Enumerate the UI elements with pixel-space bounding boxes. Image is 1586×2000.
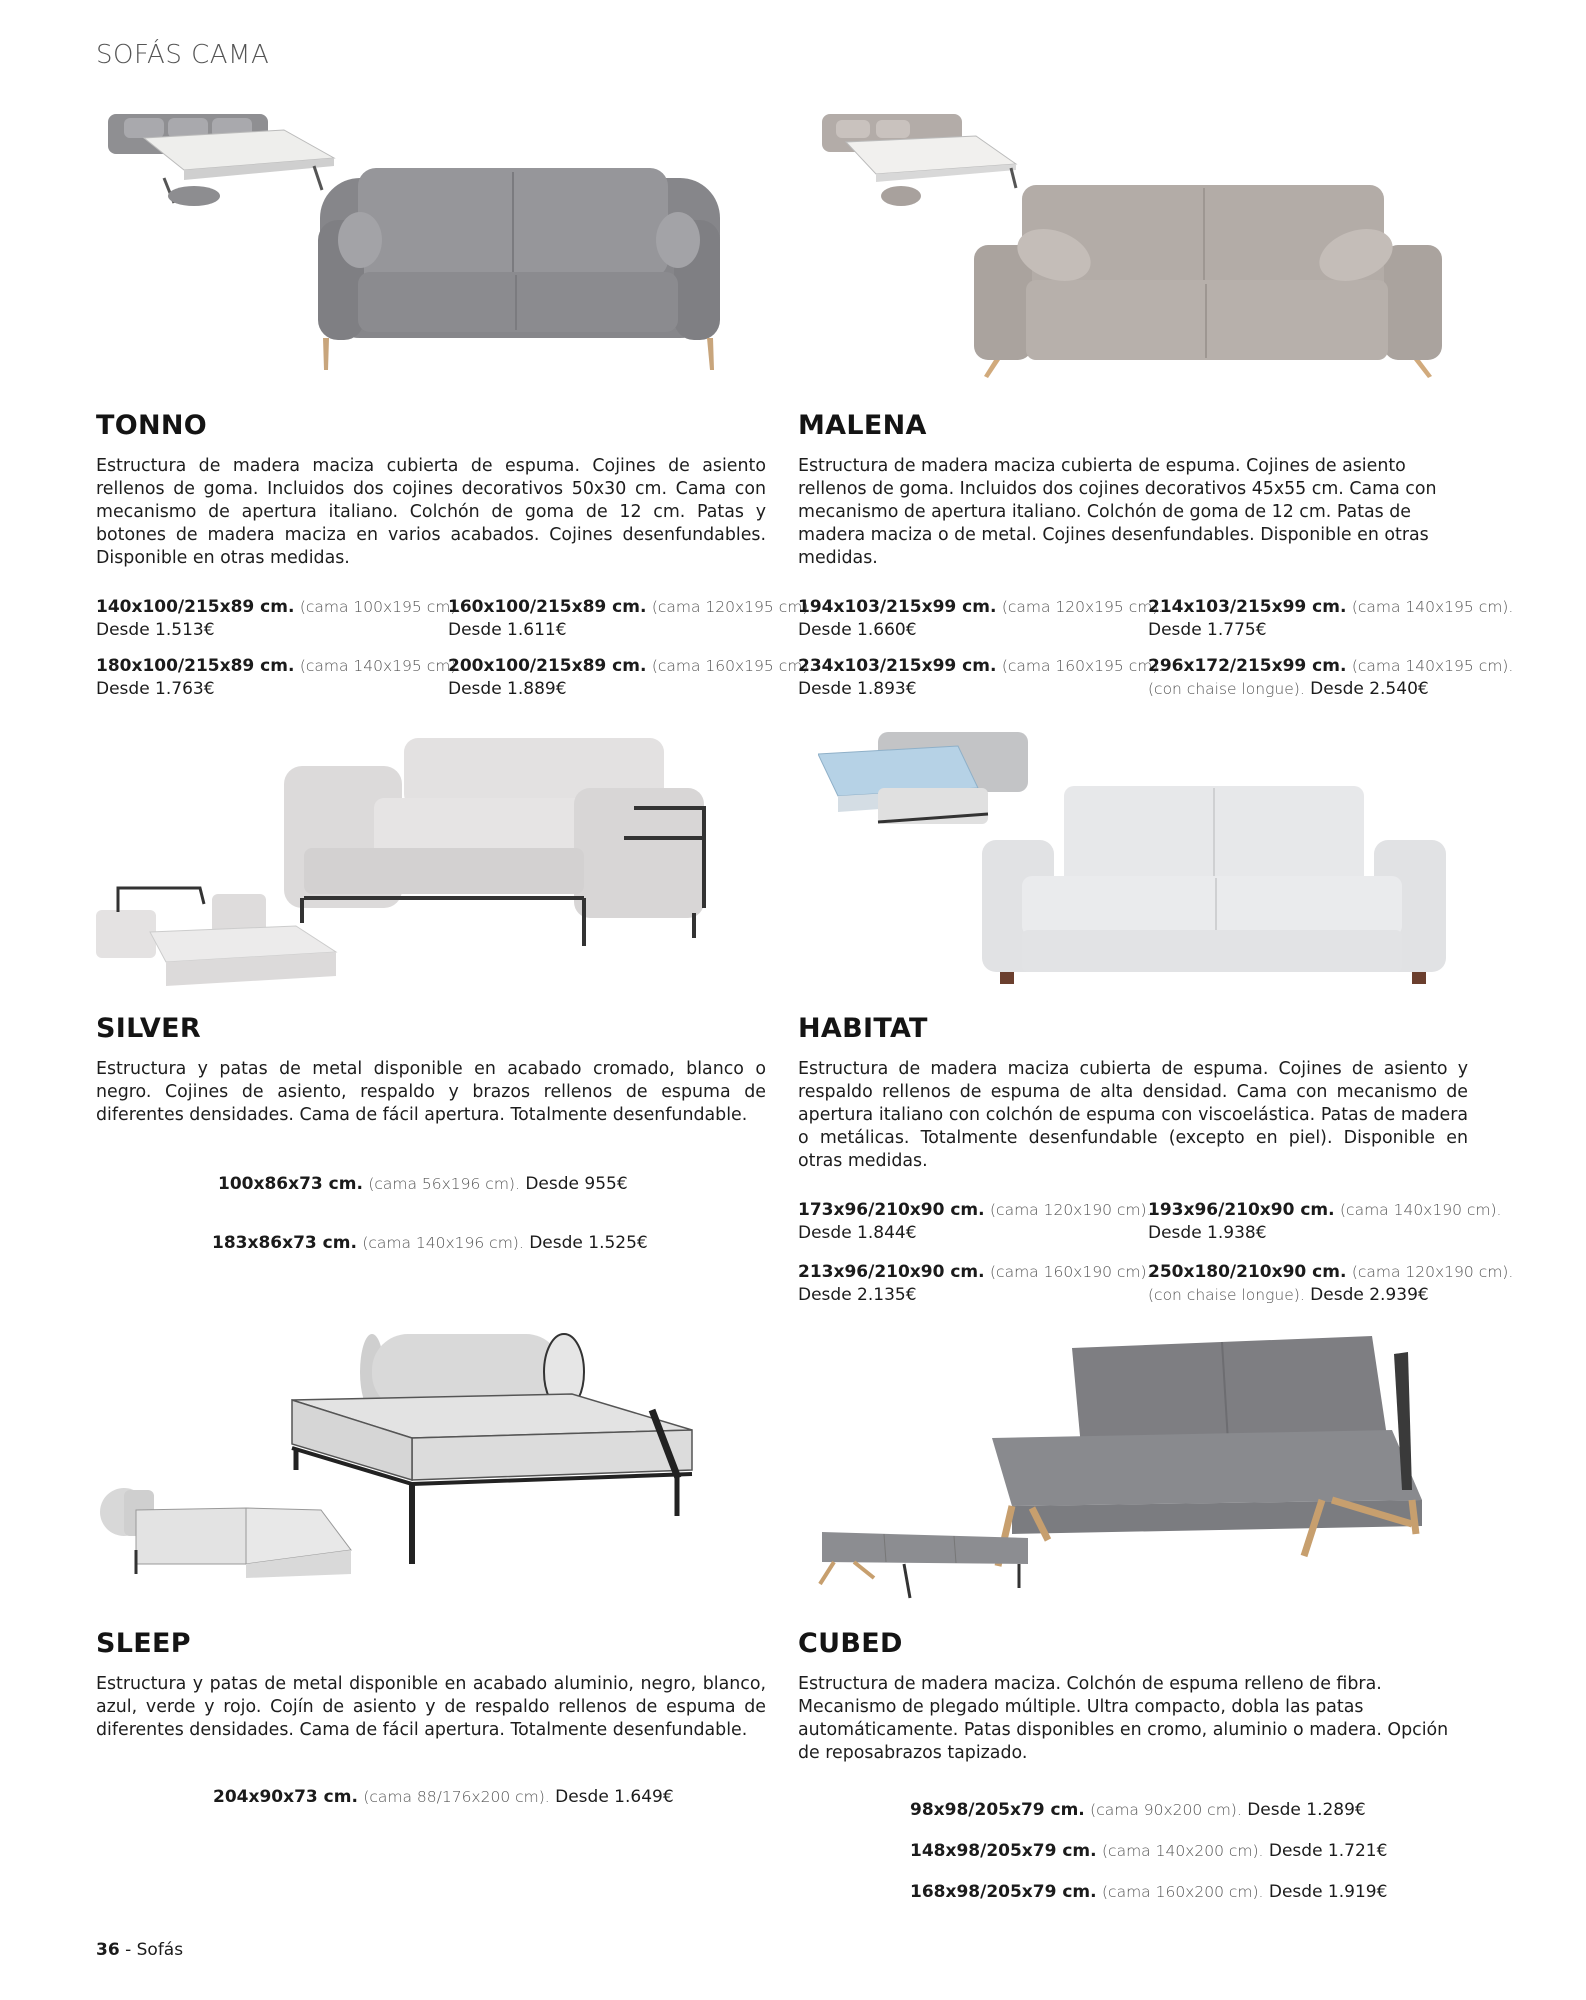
cubed-bed-image bbox=[814, 1528, 1034, 1600]
size-option: 214x103/215x99 cm. (cama 140x195 cm). Desde 1.775€ bbox=[1148, 597, 1514, 640]
product-description: Estructura de madera maciza. Colchón de espuma relleno de fibra. Mecanismo de plegado múltiple. Ultra compacto, dobla las patas automáticamente. Patas disponibles en cromo, aluminio o madera. Opción de reposabrazos tapizado. bbox=[798, 1674, 1449, 1763]
silver-sofa-image bbox=[284, 738, 724, 948]
size-list bbox=[96, 596, 814, 706]
size-option: 173x96/210x90 cm. (cama 120x190 cm). Desde 1.844€ bbox=[798, 1200, 1152, 1243]
product-sleep bbox=[96, 1628, 766, 1896]
size-option: 234x103/215x99 cm. (cama 160x195 cm). Desde 1.893€ bbox=[798, 656, 1164, 699]
product-cubed bbox=[798, 1628, 1468, 1909]
product-tonno bbox=[96, 410, 814, 706]
footer-separator: - bbox=[119, 1940, 137, 1960]
product-description: Estructura de madera maciza cubierta de espuma. Cojines de asiento rellenos de goma. Incluidos dos cojines decorativos 45x55 cm. Cama con mecanismo de apertura italiano. Colchón de goma de 12 cm. Patas de madera maciza o de metal. Cojines desenfundables. Disponible en otras medidas. bbox=[798, 456, 1437, 568]
product-title: HABITAT bbox=[798, 1013, 928, 1044]
product-malena bbox=[798, 410, 1514, 706]
size-option: 148x98/205x79 cm. (cama 140x200 cm). Desde 1.721€ bbox=[910, 1841, 1388, 1861]
size-option: 168x98/205x79 cm. (cama 160x200 cm). Desde 1.919€ bbox=[910, 1882, 1388, 1902]
product-description: Estructura de madera maciza cubierta de espuma. Cojines de asiento rellenos de goma. Incluidos dos cojines decorativos 50x30 cm. Cama con mecanismo de apertura italiano. Colchón de goma de 12 cm. Patas y botones de madera maciza en varios acabados. Cojines desenfundables. Disponible en otras medidas. bbox=[96, 456, 766, 568]
size-option: 194x103/215x99 cm. (cama 120x195 cm). Desde 1.660€ bbox=[798, 597, 1164, 640]
size-option: 160x100/215x89 cm. (cama 120x195 cm). Desde 1.611€ bbox=[448, 597, 814, 640]
page-footer bbox=[96, 1940, 183, 1960]
size-list bbox=[96, 1173, 766, 1283]
product-description: Estructura de madera maciza cubierta de espuma. Cojines de asiento y respaldo rellenos de espuma de alta densidad. Cama con mecanismo de apertura italiano con colchón de espuma con viscoelástica. Patas de madera o metálicas. Totalmente desenfundable (excepto en piel). Disponible en otras medidas. bbox=[798, 1059, 1468, 1171]
cubed-sofa-image bbox=[992, 1330, 1432, 1570]
product-title: MALENA bbox=[798, 410, 927, 441]
habitat-sofa-image bbox=[982, 780, 1452, 990]
size-option: 296x172/215x99 cm. (cama 140x195 cm). (con chaise longue). Desde 2.540€ bbox=[1148, 656, 1514, 699]
product-title: TONNO bbox=[96, 410, 208, 441]
sleep-bed-image bbox=[96, 1480, 356, 1580]
footer-section: Sofás bbox=[136, 1940, 184, 1960]
size-option: 98x98/205x79 cm. (cama 90x200 cm). Desde 1.289€ bbox=[910, 1800, 1366, 1820]
size-option: 200x100/215x89 cm. (cama 160x195 cm). Desde 1.889€ bbox=[448, 656, 814, 699]
product-title: SLEEP bbox=[96, 1628, 191, 1659]
product-title: CUBED bbox=[798, 1628, 903, 1659]
section-title: SOFÁS CAMA bbox=[96, 40, 270, 70]
page-number: 36 bbox=[96, 1940, 120, 1960]
malena-sofa-image bbox=[974, 180, 1444, 380]
product-description: Estructura y patas de metal disponible en acabado cromado, blanco o negro. Cojines de asiento, respaldo y brazos rellenos de espuma de diferentes densidades. Cama de fácil apertura. Totalmente desenfundable. bbox=[96, 1059, 766, 1125]
size-list bbox=[798, 596, 1514, 706]
size-option: 250x180/210x90 cm. (cama 120x190 cm). (con chaise longue). Desde 2.939€ bbox=[1148, 1262, 1514, 1305]
tonno-sofa-image bbox=[298, 160, 738, 375]
size-option: 100x86x73 cm. (cama 56x196 cm). Desde 955€ bbox=[218, 1174, 628, 1194]
silver-bed-image bbox=[96, 882, 341, 987]
size-option: 193x96/210x90 cm. (cama 140x190 cm). Desde 1.938€ bbox=[1148, 1200, 1502, 1243]
product-description: Estructura y patas de metal disponible en acabado aluminio, negro, blanco, azul, verde y rojo. Cojín de asiento y de respaldo rellenos de espuma de diferentes densidades. Cama de fácil apertura. Totalmente desenfundable. bbox=[96, 1674, 766, 1740]
size-option: 213x96/210x90 cm. (cama 160x190 cm). Desde 2.135€ bbox=[798, 1262, 1152, 1305]
product-title: SILVER bbox=[96, 1013, 201, 1044]
size-list bbox=[798, 1799, 1468, 1909]
size-option: 204x90x73 cm. (cama 88/176x200 cm). Desde 1.649€ bbox=[213, 1787, 674, 1807]
product-silver bbox=[96, 1013, 766, 1283]
size-list bbox=[96, 1786, 766, 1896]
product-habitat bbox=[798, 1013, 1514, 1309]
size-option: 183x86x73 cm. (cama 140x196 cm). Desde 1.525€ bbox=[212, 1233, 648, 1253]
size-option: 180x100/215x89 cm. (cama 140x195 cm). Desde 1.763€ bbox=[96, 656, 462, 699]
size-option: 140x100/215x89 cm. (cama 100x195 cm). Desde 1.513€ bbox=[96, 597, 462, 640]
size-list bbox=[798, 1199, 1514, 1309]
